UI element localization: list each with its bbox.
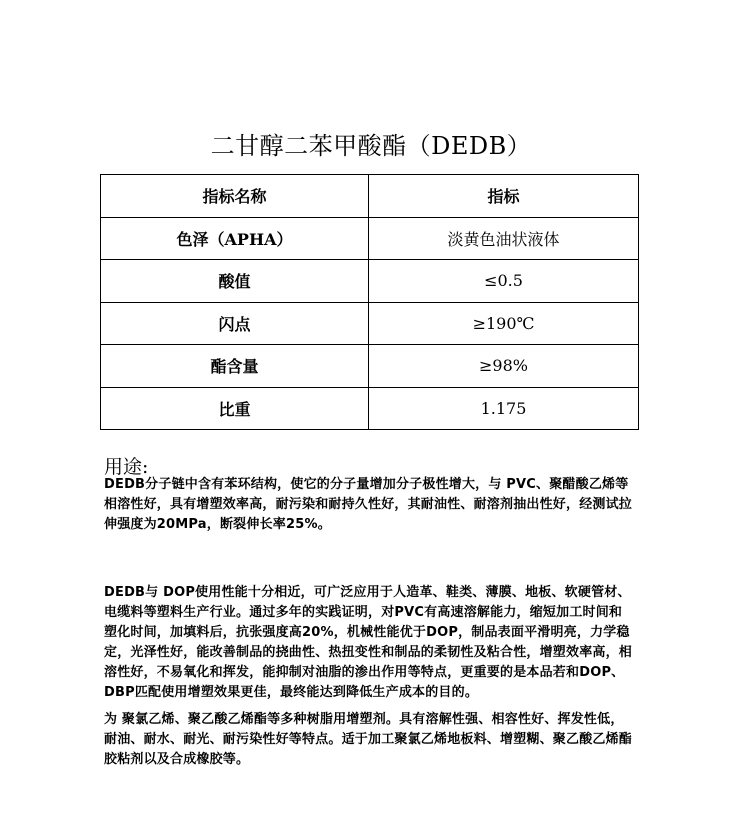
usage-heading: 用途: bbox=[104, 456, 149, 478]
table-header-row bbox=[101, 175, 639, 218]
row-name: 比重 bbox=[101, 387, 369, 430]
spec-table bbox=[100, 174, 639, 430]
table-row bbox=[101, 302, 639, 345]
row-name: 酯含量 bbox=[101, 345, 369, 388]
usage-paragraph: 为 聚氯乙烯、聚乙酸乙烯酯等多种树脂用增塑剂。具有溶解性强、相容性好、挥发性低，耐油、耐水、耐光、耐污染性好等特点。适于加工聚氯乙烯地板料、增塑糊、聚乙酸乙烯酯胶粘剂以及合成橡胶等。 bbox=[104, 712, 633, 767]
table-row bbox=[101, 387, 639, 430]
usage-paragraph: DEDB分子链中含有苯环结构，使它的分子量增加分子极性增大，与 PVC、聚醋酸乙烯等相溶性好，具有增塑效率高，耐污染和耐持久性好，其耐油性、耐溶剂抽出性好，经测试拉伸强度为20MPa，断裂伸长率25%。 bbox=[104, 477, 633, 532]
row-value: ≥190℃ bbox=[369, 302, 639, 345]
header-indicator: 指标 bbox=[369, 175, 639, 218]
document-title: 二甘醇二苯甲酸酯（DEDB） bbox=[210, 132, 532, 160]
row-value: 1.175 bbox=[369, 387, 639, 430]
usage-paragraph: DEDB与 DOP使用性能十分相近，可广泛应用于人造革、鞋类、薄膜、地板、软硬管材、电缆料等塑料生产行业。通过多年的实践证明，对PVC有高速溶解能力，缩短加工时间和塑化时间，加填料后，抗张强度高20%，机械性能优于DOP，制品表面平滑明亮，力学稳定，光泽性好，能改善制品的挠曲性、热扭变性和制品的柔韧性及粘合性，增塑效率高，相溶性好，不易氧化和挥发，能抑制对油脂的渗出作用等特点，更重要的是本品若和DOP、DBP匹配使用增塑效果更佳，最终能达到降低生产成本的目的。 bbox=[104, 585, 633, 700]
table-row bbox=[101, 260, 639, 303]
row-value: ≥98% bbox=[369, 345, 639, 388]
table-row bbox=[101, 345, 639, 388]
table-row bbox=[101, 217, 639, 260]
row-name: 闪点 bbox=[101, 302, 369, 345]
header-indicator-name: 指标名称 bbox=[101, 175, 369, 218]
row-name: 酸值 bbox=[101, 260, 369, 303]
row-value: 淡黄色油状液体 bbox=[369, 217, 639, 260]
row-name: 色泽（APHA） bbox=[101, 217, 369, 260]
row-value: ≤0.5 bbox=[369, 260, 639, 303]
